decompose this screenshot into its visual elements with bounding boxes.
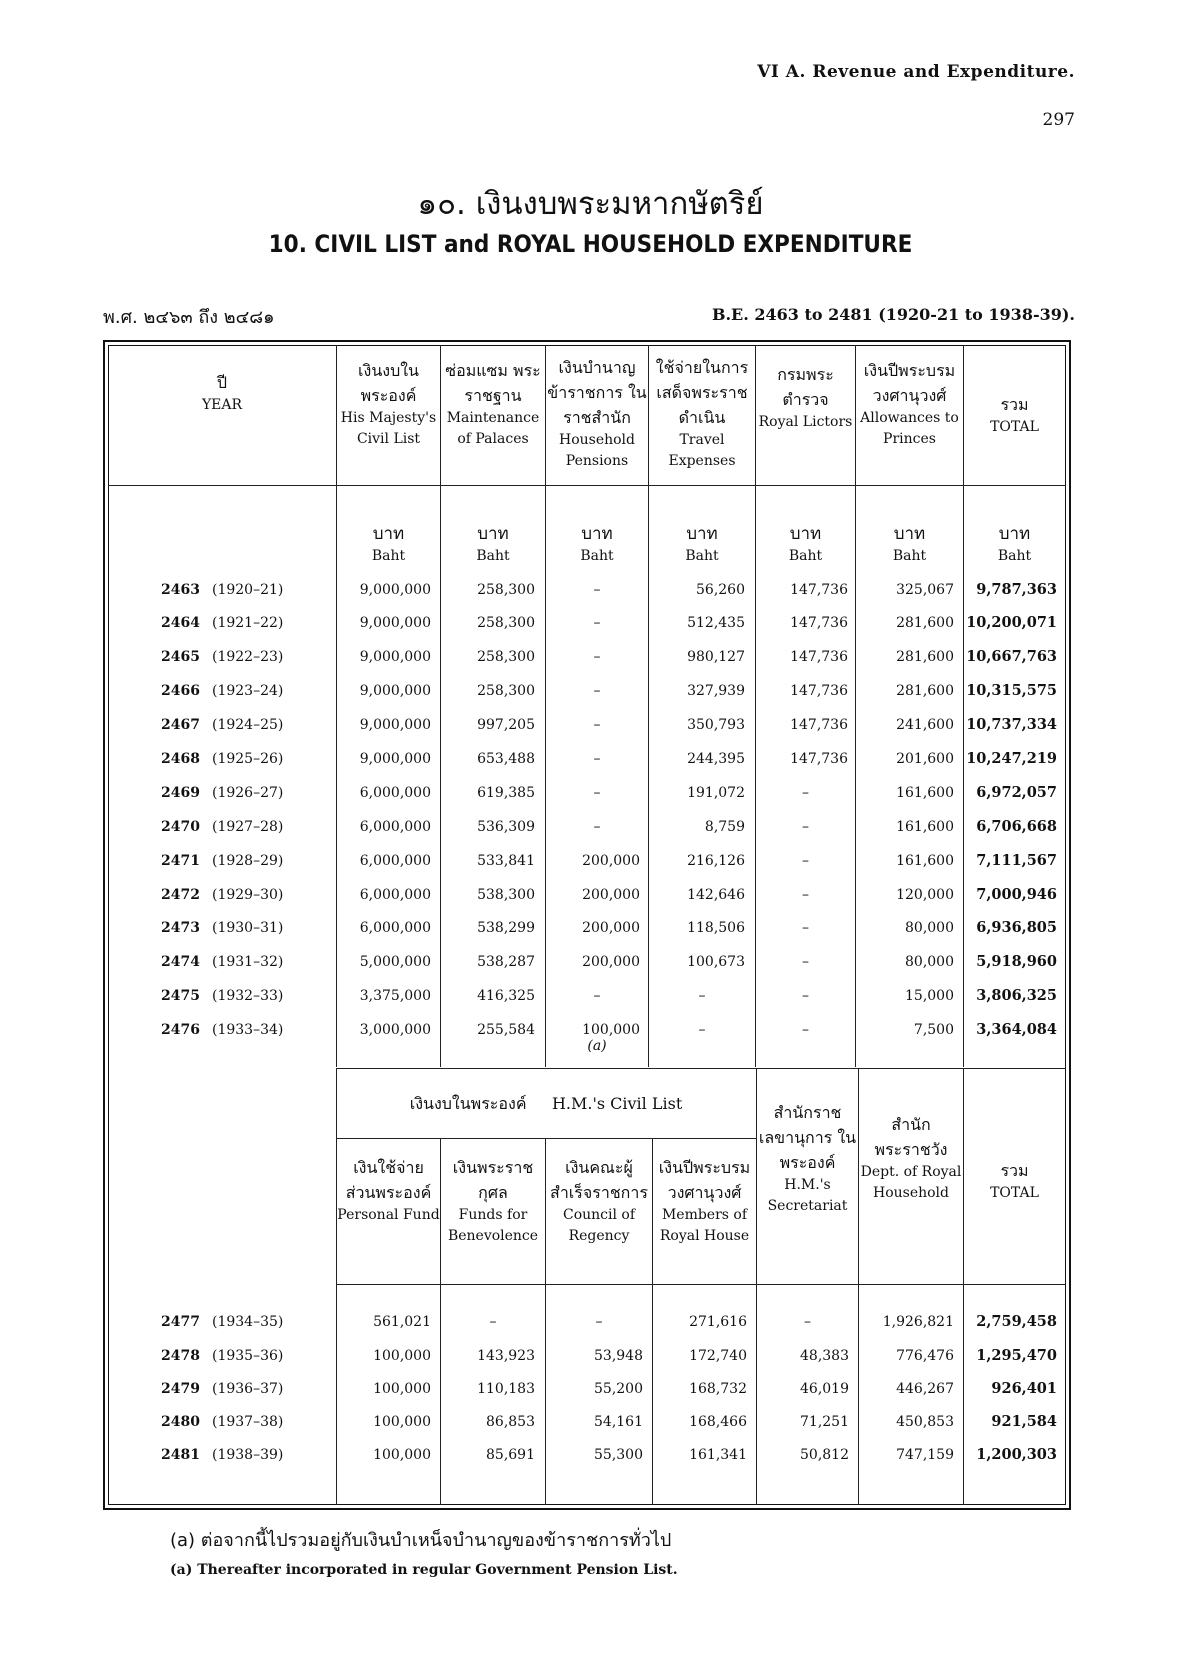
table-row: 2466 (1923–24) 9,000,000 258,300 – 327,939 147,736 281,600 10,315,575	[161, 682, 1057, 699]
unit-label: บาท Baht	[476, 524, 510, 564]
column-header-princes	[856, 358, 963, 450]
unit-label: บาท Baht	[788, 524, 823, 564]
unit-label: บาท Baht	[997, 524, 1032, 564]
column-header-personal-fund: เงินใช้จ่าย ส่วนพระองค์ Personal Fund	[337, 1158, 440, 1223]
column-header-benevolence: เงินพระราช กุศล Funds for Benevolence	[447, 1158, 539, 1244]
column-header-civil-list	[337, 358, 440, 450]
column-rule	[336, 1068, 337, 1505]
header-thai: เงินงบใน พระองค์	[358, 361, 419, 405]
table-row: 2479 (1936–37) 100,000 110,183 55,200 168,732 46,019 446,267 926,401	[161, 1380, 1057, 1397]
column-rule	[963, 1068, 964, 1505]
column-header-palaces	[441, 358, 545, 450]
unit-label: บาท Baht	[580, 524, 614, 564]
header-rule	[108, 485, 1066, 486]
header-thai: เงินบำนาญ ข้าราชการ ในราชสำนัก	[547, 358, 647, 427]
column-header-total	[964, 392, 1065, 438]
section-rule	[336, 1068, 1066, 1069]
header-rule	[336, 1284, 1066, 1285]
header-thai: ซ่อมแซม พระราชฐาน	[445, 361, 541, 405]
unit-label: บาท Baht	[371, 524, 406, 564]
header-english: TOTAL	[990, 419, 1039, 435]
group-header-english: H.M.'s Civil List	[551, 1094, 683, 1113]
group-header-rule	[336, 1138, 756, 1139]
table-row: 2471 (1928–29) 6,000,000 533,841 200,000 216,126 – 161,600 7,111,567	[161, 852, 1057, 869]
column-header-regency: เงินคณะผู้ สำเร็จราชการ Council of Regency	[550, 1158, 648, 1244]
header-thai: เงินปีพระบรม วงศานุวงศ์	[863, 361, 956, 405]
page-title: 10. CIVIL LIST and ROYAL HOUSEHOLD EXPENDITURE	[268, 230, 913, 258]
page-number: 297	[1042, 110, 1075, 130]
group-header-civil-list	[336, 1092, 756, 1117]
table-row: 2469 (1926–27) 6,000,000 619,385 – 191,072 – 161,600 6,972,057	[161, 784, 1057, 801]
table-row: 2465 (1922–23) 9,000,000 258,300 – 980,127 147,736 281,600 10,667,763	[161, 648, 1057, 665]
header-english: Maintenance of Palaces	[446, 410, 540, 447]
footnote-marker: (a)	[587, 1038, 607, 1054]
table-row: 2467 (1924–25) 9,000,000 997,205 – 350,793 147,736 241,600 10,737,334	[161, 716, 1057, 733]
unit-label: บาท Baht	[892, 524, 927, 564]
table-row: 2481 (1938–39) 100,000 85,691 55,300 161,341 50,812 747,159 1,200,303	[161, 1446, 1057, 1463]
column-header-year	[110, 370, 334, 416]
column-header-travel	[649, 355, 755, 472]
group-header-thai: เงินงบในพระองค์	[409, 1094, 527, 1113]
header-thai: ใช้จ่ายในการ เสด็จพระราช ดำเนิน	[655, 358, 749, 427]
table-row: 2464 (1921–22) 9,000,000 258,300 – 512,435 147,736 281,600 10,200,071	[161, 614, 1057, 631]
table-row: 2476 (1933–34) 3,000,000 255,584 100,000 – – 7,500 3,364,084	[161, 1021, 1057, 1038]
table-row: 2473 (1930–31) 6,000,000 538,299 200,000 118,506 – 80,000 6,936,805	[161, 919, 1057, 936]
running-head: VI A. Revenue and Expenditure.	[757, 62, 1075, 82]
footnote-english: (a) Thereafter incorporated in regular Government Pension List.	[170, 1562, 678, 1578]
footnote-thai: (a) ต่อจากนี้ไปรวมอยู่กับเงินบำเหน็จบำนาญของข้าราชการทั่วไป	[170, 1530, 672, 1551]
header-english: Travel Expenses	[668, 432, 736, 469]
period-english: B.E. 2463 to 2481 (1920-21 to 1938-39).	[711, 305, 1075, 324]
table-row: 2478 (1935–36) 100,000 143,923 53,948 172,740 48,383 776,476 1,295,470	[161, 1347, 1057, 1364]
header-english: Household Pensions	[558, 432, 635, 469]
unit-label: บาท Baht	[685, 524, 719, 564]
column-header-royal-house: เงินปีพระบรม วงศานุวงศ์ Members of Royal House	[658, 1158, 751, 1244]
table-row: 2470 (1927–28) 6,000,000 536,309 – 8,759 – 161,600 6,706,668	[161, 818, 1057, 835]
column-header-pensions	[546, 355, 648, 472]
table-row: 2480 (1937–38) 100,000 86,853 54,161 168,466 71,251 450,853 921,584	[161, 1413, 1057, 1430]
header-english: YEAR	[201, 397, 243, 413]
header-english: His Majesty's Civil List	[340, 410, 437, 447]
column-header-lictors	[756, 362, 855, 433]
table-row: 2475 (1932–33) 3,375,000 416,325 – – – 15,000 3,806,325	[161, 987, 1057, 1004]
table-row: 2472 (1929–30) 6,000,000 538,300 200,000 142,646 – 120,000 7,000,946	[161, 886, 1057, 903]
table-row: 2463 (1920–21) 9,000,000 258,300 – 56,260 147,736 325,067 9,787,363	[161, 581, 1057, 598]
header-thai: รวม	[1000, 395, 1029, 414]
table-row: 2474 (1931–32) 5,000,000 538,287 200,000 100,673 – 80,000 5,918,960	[161, 953, 1057, 970]
page-title-thai: ๑๐. เงินงบพระมหากษัตริย์	[417, 186, 764, 222]
column-header-secretariat: สำนักราช เลขานุการ ในพระองค์ H.M.'s Secretariat	[758, 1103, 857, 1214]
table-row: 2468 (1925–26) 9,000,000 653,488 – 244,395 147,736 201,600 10,247,219	[161, 750, 1057, 767]
column-header-household: สำนัก พระราชวัง Dept. of Royal Household	[860, 1115, 962, 1201]
period-thai: พ.ศ. ๒๔๖๓ ถึง ๒๔๘๑	[103, 307, 275, 328]
column-header-total: รวม TOTAL	[990, 1161, 1039, 1201]
header-english: Allowances to Princes	[860, 410, 959, 447]
table-row: 2477 (1934–35) 561,021 – – 271,616 – 1,926,821 2,759,458	[161, 1313, 1057, 1330]
header-thai: กรมพระ ตำรวจ	[777, 365, 834, 409]
header-english: Royal Lictors	[758, 414, 853, 430]
header-thai: ปี	[216, 373, 228, 392]
